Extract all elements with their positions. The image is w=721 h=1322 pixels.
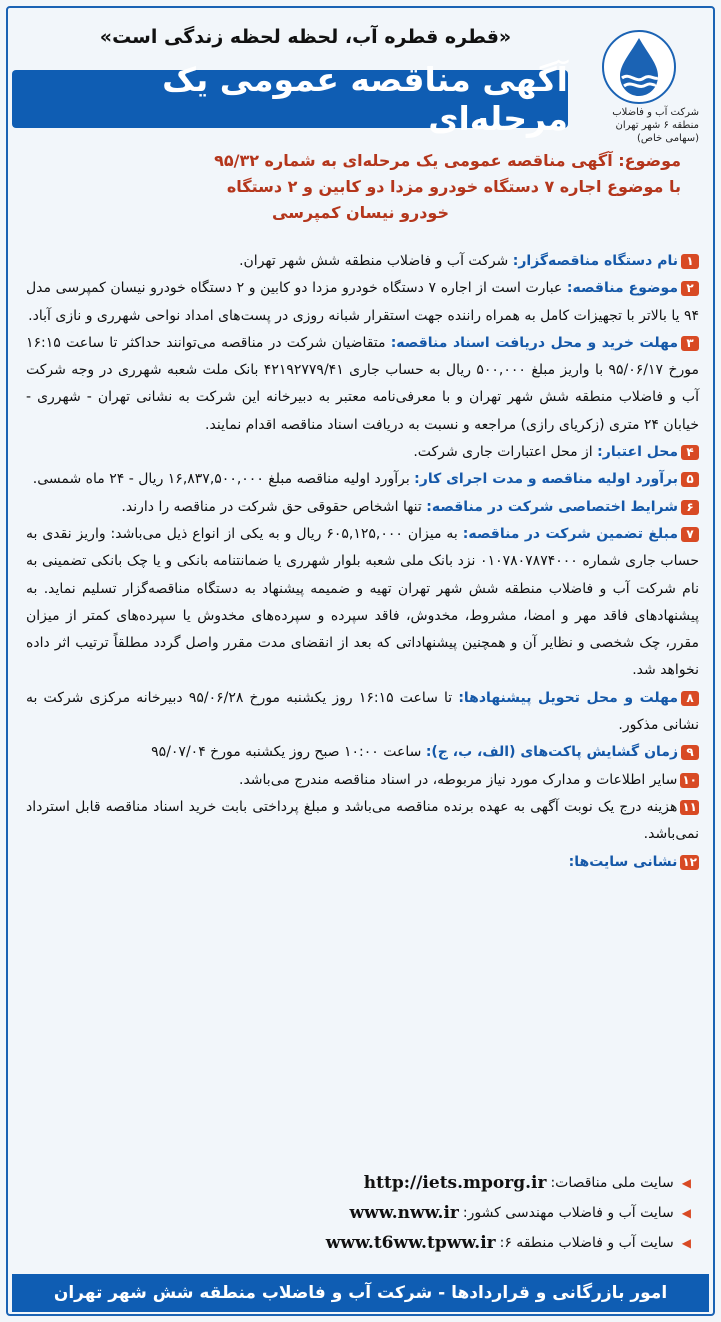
item-number: ۴ [681,445,699,460]
item-heading: مبلغ تضمین شرکت در مناقصه: [462,525,679,542]
site-row [60,1168,691,1198]
site-link[interactable]: http://iets.mporg.ir [363,1173,547,1193]
item-number: ۸ [681,691,699,706]
logo-line-3: (سهامی خاص) [636,133,699,144]
site-row [60,1228,691,1258]
item-text: به میزان ۶۰۵,۱۲۵,۰۰۰ ریال و به یکی از انواع ذیل می‌باشد: واریز نقدی به حساب جاری شماره ۰۱۰۷۸۰۷۸۷۴۰۰۰ نزد بانک ملی شعبه بلوار شهرری یا ضمانتنامه بانکی و یا چک بانکی تضمینی به نام شرکت آب و فاضلاب منطقه شش شهر تهران تهیه و ضمیمه پیشنهاد به دستگاه مناقصه‌گزار تسلیم نماید. به پیشنهادهای فاقد مهر و امضا، مشروط، مخدوش، فاقد سپرده و سپرده‌های مخدوش یا سپرده‌های کمتر از میزان مقرر، چک شخصی و نظایر آن و همچنین پیشنهاداتی که بعد از انقضای مدت مقرر واصل گردد مطلقاً ترتیب اثر داده نخواهد شد. [26,525,699,679]
item-heading: محل اعتبار: [597,444,678,461]
item-heading: زمان گشایش پاکت‌های (الف، ب، ج): [425,744,678,761]
logo-line-2: منطقه ۶ شهر تهران [615,120,699,131]
footer-banner [12,1274,709,1312]
arrow-icon: ◀ [681,1236,691,1250]
subject-block [40,148,681,226]
item-text: شرکت آب و فاضلاب منطقه شش شهر تهران. [239,253,513,269]
site-link[interactable]: www.nww.ir [349,1203,459,1223]
title-banner [12,60,568,138]
notice-item [26,739,699,766]
item-number: ۱۰ [682,772,697,787]
arrow-icon: ◀ [681,1176,691,1190]
item-number: ۳ [681,336,699,351]
item-heading: برآورد اولیه مناقصه و مدت اجرای کار: [414,471,678,488]
page-title: آگهی مناقصه عمومی یک مرحله‌ای [162,60,568,138]
arrow-icon: ◀ [681,1206,691,1220]
notice-item [26,794,699,849]
site-label: سایت آب و فاضلاب منطقه ۶: [499,1235,674,1251]
notice-item [26,849,699,876]
site-label: سایت ملی مناقصات: [550,1175,674,1191]
site-label: سایت آب و فاضلاب مهندسی کشور: [462,1205,674,1221]
item-text: تا ساعت ۱۶:۱۵ روز یکشنبه مورخ ۹۵/۰۶/۲۸ دبیرخانه مرکزی شرکت به نشانی مذکور. [26,689,699,734]
notice-item [26,275,699,330]
notice-item [26,494,699,521]
item-number: ۲ [681,281,699,296]
item-text: سایر اطلاعات و مدارک مورد نیاز مربوطه، در اسناد مناقصه مندرج می‌باشد. [239,771,678,788]
logo-line-1: شرکت آب و فاضلاب [612,107,699,118]
notice-item [26,466,699,493]
notice-body [26,248,699,876]
company-logo [579,28,699,145]
notice-item [26,767,699,794]
subject-line-3: خودرو نیسان کمپرسی [272,203,449,222]
item-number: ۱۱ [682,799,697,814]
item-text: برآورد اولیه مناقصه مبلغ ۱۶,۸۳۷,۵۰۰,۰۰۰ ریال - ۲۴ ماه شمسی. [32,471,415,488]
water-drop-logo-icon [600,28,678,106]
notice-item [26,439,699,466]
item-heading: مهلت خرید و محل دریافت اسناد مناقصه: [390,334,678,351]
item-number: ۷ [681,527,699,542]
item-number: ۵ [681,472,699,487]
notice-item [26,521,699,685]
item-heading: نام دستگاه مناقصه‌گزار: [512,253,678,269]
item-number: ۱۲ [682,854,697,869]
item-heading: نشانی سایت‌ها: [568,853,678,870]
notice-item [26,330,699,439]
notice-item [26,685,699,740]
item-text: متقاضیان شرکت در مناقصه می‌توانند حداکثر تا ساعت ۱۶:۱۵ مورخ ۹۵/۰۶/۱۷ با واریز مبلغ ۵۰۰,۰۰۰ ریال به حساب جاری ۴۲۱۹۲۷۷۹/۴۱ بانک ملت شعبه شهرری در وجه شرکت آب و فاضلاب منطقه شش شهر تهران و با معرفی‌نامه معتبر به دبیرخانه این شرکت به نشانی تهران - شهرری - خیابان ۲۴ متری (زکریای رازی) مراجعه و نسبت به دریافت اسناد مناقصه اقدام نمایند. [26,334,699,433]
footer-text: امور بازرگانی و قراردادها - شرکت آب و فاضلاب منطقه شش شهر تهران [53,1283,668,1303]
notice-item [26,248,699,275]
item-text: ساعت ۱۰:۰۰ صبح روز یکشنبه مورخ ۹۵/۰۷/۰۴ [151,744,426,761]
item-heading: شرایط اختصاصی شرکت در مناقصه: [426,498,678,515]
slogan: «قطره قطره آب، لحظه لحظه زندگی است» [99,26,512,48]
websites-list [60,1168,691,1258]
subject-line-2: با موضوع اجاره ۷ دستگاه خودرو مزدا دو کابین و ۲ دستگاه [226,177,681,196]
item-heading: موضوع مناقصه: [566,280,678,297]
item-number: ۶ [681,500,699,515]
item-text: از محل اعتبارات جاری شرکت. [413,444,598,461]
item-text: تنها اشخاص حقوقی حق شرکت در مناقصه را دارند. [121,498,427,515]
item-text: هزینه درج یک نوبت آگهی به عهده برنده مناقصه می‌باشد و مبلغ پرداختی بابت خرید اسناد مناقصه قابل استرداد نمی‌باشد. [26,798,699,843]
subject-line-1: موضوع: آگهی مناقصه عمومی یک مرحله‌ای به شماره ۹۵/۳۲ [214,151,681,170]
site-link[interactable]: www.t6ww.tpww.ir [325,1233,496,1253]
item-number: ۹ [681,745,699,760]
site-row [60,1198,691,1228]
item-heading: مهلت و محل تحویل پیشنهادها: [458,689,679,706]
item-text: عبارت است از اجاره ۷ دستگاه خودرو مزدا دو کابین و ۲ دستگاه خودرو نیسان کمپرسی مدل ۹۴ یا بالاتر با تجهیزات کامل به همراه راننده جهت استقرار شبانه روزی در پست‌های امداد نواحی شهرری و نازی آباد. [26,280,699,324]
item-number: ۱ [681,254,699,269]
